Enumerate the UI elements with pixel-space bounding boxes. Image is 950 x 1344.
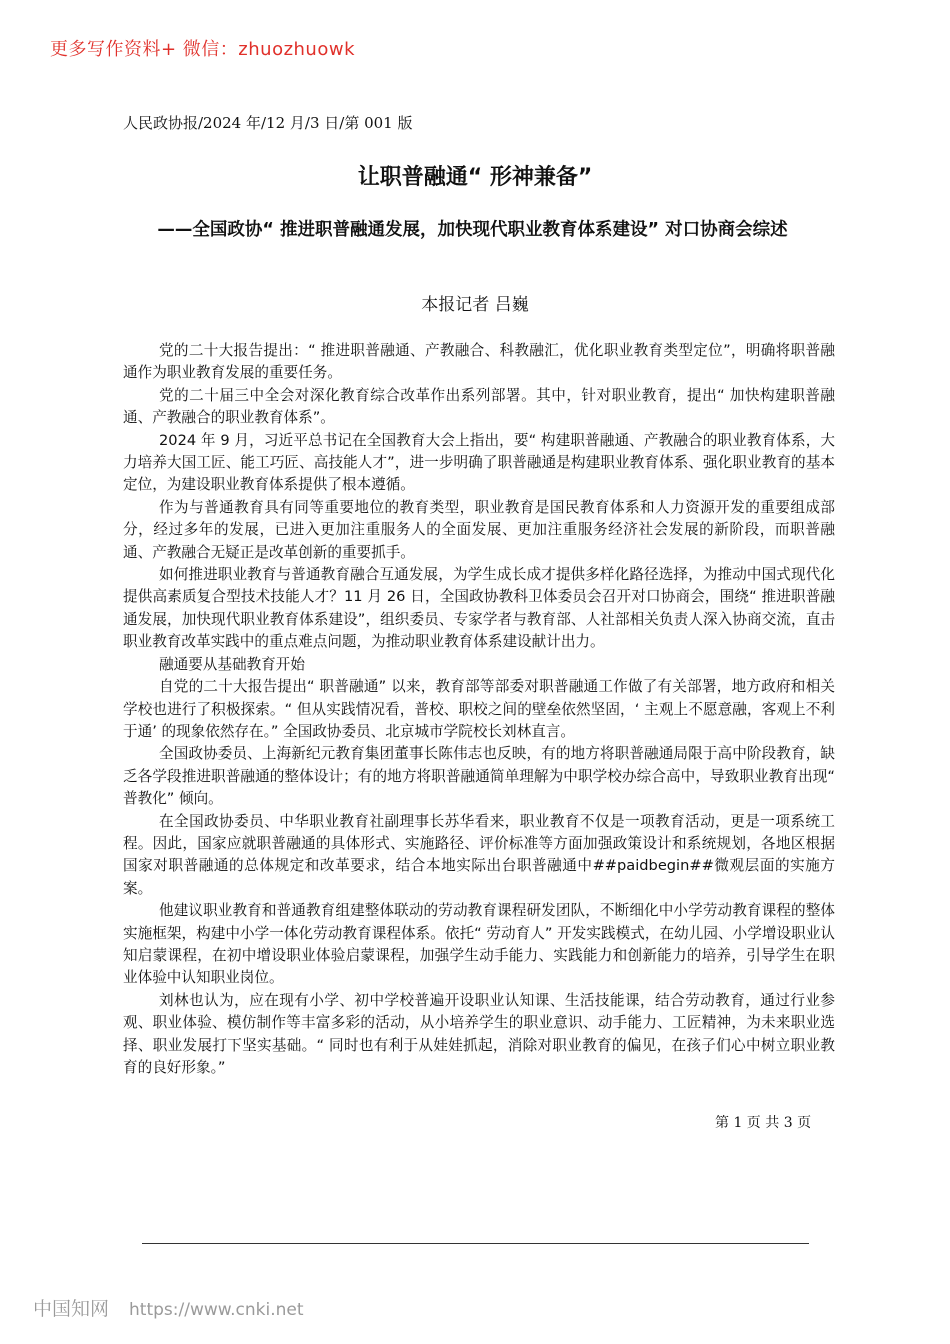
paragraph: 他建议职业教育和普通教育组建整体联动的劳动教育课程研发团队，不断细化中小学劳动教育课程的整体实施框架，构建中小学一体化劳动教育课程体系。依托“ 劳动育人” 开发实践模式，在幼儿园、小学增设职业认知启蒙课程，在初中增设职业体验启蒙课程，加强学生动手能力、实践能力和创新能力的培养，引导学生在职业体验中认知职业岗位。 xyxy=(123,902,835,987)
paragraph: 全国政协委员、上海新纪元教育集团董事长陈伟志也反映，有的地方将职普融通局限于高中阶段教育，缺乏各学段推进职普融通的整体设计；有的地方将职普融通简单理解为中职学校办综合高中，导致职业教育出现“ 普教化” 倾向。 xyxy=(123,745,835,808)
footer-brand: 中国知网 xyxy=(33,1298,110,1320)
footer-url[interactable]: https://www.cnki.net xyxy=(129,1300,304,1320)
paragraph: 如何推进职业教育与普通教育融合互通发展，为学生成长成才提供多样化路径选择，为推动中国式现代化提供高素质复合型技术技能人才？11 月 26 日，全国政协教科卫体委员会召开对口协商会，围绕“ 推进职普融通发展，加快现代职业教育体系建设”，组织委员、专家学者与教育部、人社部相关负责人深入协商交流，直击职业教育改革实践中的重点难点问题，为推动职业教育体系建设献计出力。 xyxy=(123,566,835,651)
paragraph: 2024 年 9 月，习近平总书记在全国教育大会上指出，要“ 构建职普融通、产教融合的职业教育体系，大力培养大国工匠、能工巧匠、高技能人才”，进一步明确了职普融通是构建职业教育体系、强化职业教育的基本定位，为建设职业教育体系提供了根本遵循。 xyxy=(123,431,835,494)
paragraph: 党的二十届三中全会对深化教育综合改革作出系列部署。其中，针对职业教育，提出“ 加快构建职普融通、产教融合的职业教育体系”。 xyxy=(123,386,835,427)
source-line: 人民政协报/2024 年/12 月/3 日/第 001 版 xyxy=(123,114,413,132)
paragraph: 作为与普通教育具有同等重要地位的教育类型，职业教育是国民教育体系和人力资源开发的重要组成部分，经过多年的发展，已进入更加注重服务人的全面发展、更加注重服务经济社会发展的新阶段，而职普融通、产教融合无疑正是改革创新的重要抓手。 xyxy=(123,498,835,561)
footer xyxy=(33,1294,304,1321)
page-title: 让职普融通“ 形神兼备” xyxy=(357,165,593,190)
article-body xyxy=(123,340,835,1079)
subtitle: ——全国政协“ 推进职普融通发展，加快现代职业教育体系建设” 对口协商会综述 xyxy=(157,220,788,240)
section-heading: 融通要从基础教育开始 xyxy=(159,655,305,673)
paragraph: 自党的二十大报告提出“ 职普融通” 以来，教育部等部委对职普融通工作做了有关部署，地方政府和相关学校也进行了积极探索。“ 但从实践情况看，普校、职校之间的壁垒依然坚固，‘ 主观上不愿意融，客观上不利于通’ 的现象依然存在。” 全国政协委员、北京城市学院校长刘林直言。 xyxy=(123,678,835,740)
paragraph: 在全国政协委员、中华职业教育社副理事长苏华看来，职业教育不仅是一项教育活动，更是一项系统工程。因此，国家应就职普融通的具体形式、实施路径、评价标准等方面加强政策设计和系统规划，各地区根据国家对职普融通的总体规定和改革要求，结合本地实际出台职普融通中##paidbegin##微观层面的实施方案。 xyxy=(123,812,835,897)
footer-divider xyxy=(142,1243,809,1244)
byline: 本报记者 吕巍 xyxy=(421,295,529,315)
paragraph: 刘林也认为，应在现有小学、初中学校普遍开设职业认知课、生活技能课，结合劳动教育，通过行业参观、职业体验、模仿制作等丰富多彩的活动，从小培养学生的职业意识、动手能力、工匠精神，为未来职业选择、职业发展打下坚实基础。“ 同时也有利于从娃娃抓起，消除对职业教育的偏见，在孩子们心中树立职业教育的良好形象。” xyxy=(123,991,835,1076)
page-number: 第 1 页 共 3 页 xyxy=(715,1115,812,1131)
promo-banner: 更多写作资料+ 微信：zhuozhuowk xyxy=(50,39,356,60)
paragraph: 党的二十大报告提出：“ 推进职普融通、产教融合、科教融汇，优化职业教育类型定位”，明确将职普融通作为职业教育发展的重要任务。 xyxy=(123,342,835,382)
